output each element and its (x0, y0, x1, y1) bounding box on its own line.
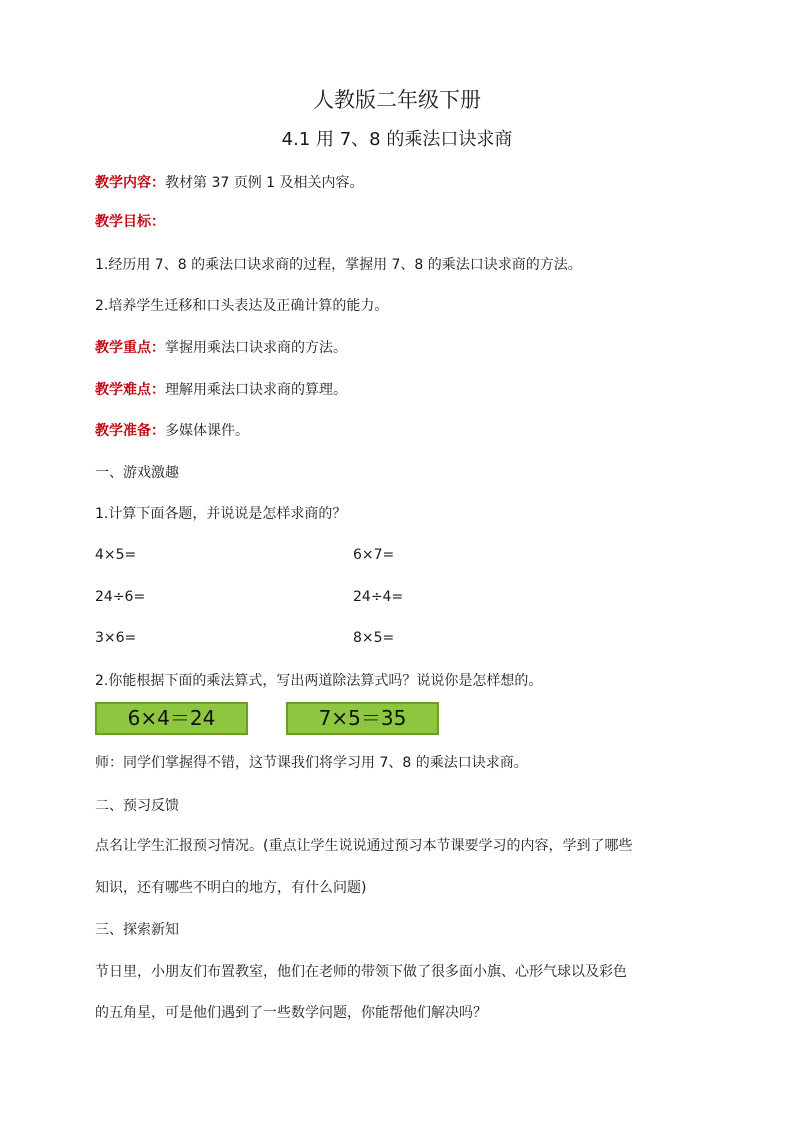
teaching-content-row (95, 173, 364, 193)
exercise-item: 3×6= (95, 630, 137, 646)
explore-text-line-1: 节日里，小朋友们布置教室，他们在老师的带领下做了很多面小旗、心形气球以及彩色 (95, 964, 627, 980)
teaching-content-label: 教学内容： (95, 175, 165, 191)
explore-text-line-2: 的五角星，可是他们遇到了一些数学问题，你能帮他们解决吗？ (95, 1005, 487, 1021)
teaching-content-text: 教材第 37 页例 1 及相关内容。 (165, 175, 364, 191)
preview-text-line-1: 点名让学生汇报预习情况。(重点让学生说说通过预习本节课要学习的内容，学到了哪些 (95, 838, 633, 854)
lesson-subtitle: 4.1 用 7、8 的乘法口诀求商 (281, 129, 513, 150)
section-heading-game: 一、游戏激趣 (95, 465, 179, 481)
exercise-row (95, 587, 404, 607)
teaching-prep-label: 教学准备： (95, 423, 165, 439)
exercise-item: 6×7= (353, 547, 395, 563)
exercise-item: 24÷6= (95, 589, 146, 605)
goal-item-2: 2.培养学生迁移和口头表达及正确计算的能力。 (95, 298, 389, 314)
teacher-remark: 师：同学们掌握得不错，这节课我们将学习用 7、8 的乘法口诀求商。 (95, 755, 528, 771)
teaching-prep-row (95, 421, 249, 441)
exercise-row (95, 628, 395, 648)
exercise-row (95, 545, 395, 565)
question-1: 1.计算下面各题，并说说是怎样求商的？ (95, 506, 347, 522)
teaching-goals-label: 教学目标： (95, 214, 165, 230)
teaching-focus-text: 掌握用乘法口诀求商的方法。 (165, 340, 347, 356)
goal-item-1: 1.经历用 7、8 的乘法口诀求商的过程，掌握用 7、8 的乘法口诀求商的方法。 (95, 257, 582, 273)
teaching-difficulty-text: 理解用乘法口诀求商的算理。 (165, 382, 347, 398)
exercise-item: 24÷4= (353, 589, 404, 605)
document-title: 人教版二年级下册 (313, 88, 481, 112)
teaching-difficulty-row (95, 380, 347, 400)
teaching-focus-row (95, 338, 347, 358)
teaching-focus-label: 教学重点： (95, 340, 165, 356)
equation-box: 6×4＝24 (95, 702, 248, 735)
teaching-difficulty-label: 教学难点： (95, 382, 165, 398)
teaching-goals-row (95, 212, 165, 232)
exercise-item: 8×5= (353, 630, 395, 646)
exercise-item: 4×5= (95, 547, 137, 563)
section-heading-preview: 二、预习反馈 (95, 798, 179, 814)
teaching-prep-text: 多媒体课件。 (165, 423, 249, 439)
question-2: 2.你能根据下面的乘法算式，写出两道除法算式吗？说说你是怎样想的。 (95, 673, 543, 689)
section-heading-explore: 三、探索新知 (95, 922, 179, 938)
equation-box: 7×5＝35 (286, 702, 439, 735)
preview-text-line-2: 知识，还有哪些不明白的地方，有什么问题) (95, 880, 367, 896)
